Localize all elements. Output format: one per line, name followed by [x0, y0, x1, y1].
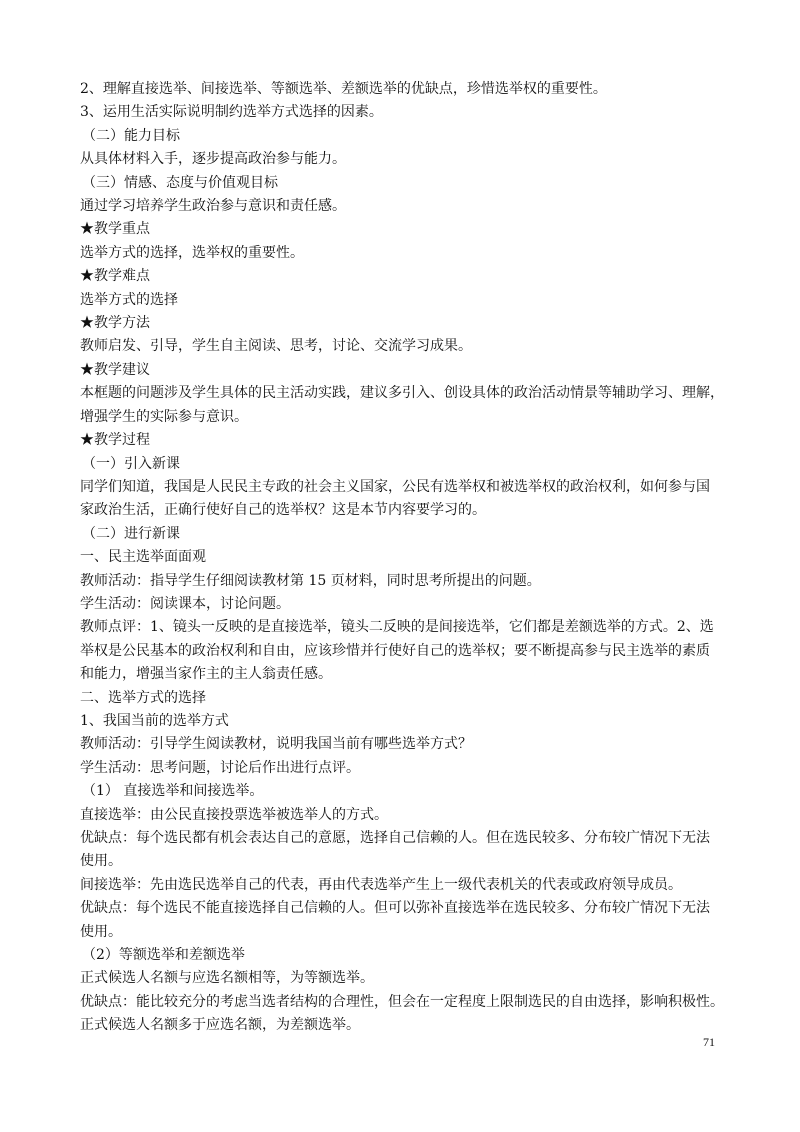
teacher-comment-line-2: 举权是公民基本的政治权利和自由，应该珍惜并行使好自己的选举权；要不断提高参与民主选举的素质 [80, 642, 710, 659]
equal-election-pros-cons: 优缺点：能比较充分的考虑当选者结构的合理性，但会在一定程度上限制选民的自由选择，影响积极性。 [80, 993, 724, 1010]
indirect-election-pros-cons-line-2: 使用。 [80, 923, 122, 940]
election-overview-heading: 一、民主选举面面观 [80, 549, 206, 566]
teaching-process-heading: ★教学过程 [80, 432, 150, 449]
teaching-suggestion-heading: ★教学建议 [80, 361, 150, 378]
equal-competitive-heading: （2）等额选举和差额选举 [82, 947, 245, 964]
direct-election-pros-cons-line-1: 优缺点：每个选民都有机会表达自己的意愿，选择自己信赖的人。但在选民较多、分布较广情况下无法 [80, 830, 710, 846]
objective-2: 2、理解直接选举、间接选举、等额选举、差额选举的优缺点，珍惜选举权的重要性。 [80, 81, 607, 97]
direct-election-definition: 直接选举：由公民直接投票选举被选举人的方式。 [80, 806, 388, 823]
current-election-methods-heading: 1、我国当前的选举方式 [80, 712, 229, 729]
competitive-election-definition: 正式候选人名额多于应选名额，为差额选举。 [80, 1017, 360, 1034]
new-lesson-heading: （二）进行新课 [82, 525, 180, 542]
teaching-method-heading: ★教学方法 [80, 315, 150, 332]
document-page [80, 78, 724, 1038]
direct-indirect-heading: （1） 直接选举和间接选举。 [82, 783, 264, 800]
intro-text-line-1: 同学们知道，我国是人民民主专政的社会主义国家，公民有选举权和被选举权的政治权利，如何参与国 [80, 478, 710, 495]
indirect-election-definition: 间接选举：先由选民选举自己的代表，再由代表选举产生上一级代表机关的代表或政府领导成员。 [80, 876, 682, 893]
intro-heading: （一）引入新课 [82, 455, 180, 472]
section-heading-values: （三）情感、态度与价值观目标 [82, 174, 278, 191]
teaching-difficulty-text: 选举方式的选择 [80, 291, 178, 308]
teaching-suggestion-line-1: 本框题的问题涉及学生具体的民主活动实践，建议多引入、创设具体的政治活动情景等辅助学习、理解， [80, 385, 724, 402]
student-activity-1: 学生活动：阅读课本，讨论问题。 [80, 595, 290, 612]
objective-3: 3、运用生活实际说明制约选举方式选择的因素。 [80, 104, 383, 121]
teaching-focus-heading: ★教学重点 [80, 221, 150, 238]
teacher-activity-1: 教师活动：指导学生仔细阅读教材第 15 页材料，同时思考所提出的问题。 [80, 572, 541, 589]
teacher-comment-line-1: 教师点评：1、镜头一反映的是直接选举，镜头二反映的是间接选举，它们都是差额选举的方式。2、选 [80, 619, 714, 636]
teacher-activity-2: 教师活动：引导学生阅读教材，说明我国当前有哪些选举方式？ [80, 736, 472, 753]
values-text: 通过学习培养学生政治参与意识和责任感。 [80, 198, 346, 215]
section-heading-ability: （二）能力目标 [82, 127, 180, 144]
direct-election-pros-cons-line-2: 使用。 [80, 853, 122, 870]
student-activity-2: 学生活动：思考问题，讨论后作出进行点评。 [80, 759, 360, 776]
ability-text: 从具体材料入手，逐步提高政治参与能力。 [80, 151, 346, 168]
teacher-comment-line-3: 和能力，增强当家作主的主人翁责任感。 [80, 666, 332, 683]
teaching-difficulty-heading: ★教学难点 [80, 268, 150, 285]
page-number: 71 [703, 1035, 715, 1049]
election-method-heading: 二、选举方式的选择 [80, 689, 206, 706]
teaching-method-text: 教师启发、引导，学生自主阅读、思考，讨论、交流学习成果。 [80, 338, 472, 355]
teaching-suggestion-line-2: 增强学生的实际参与意识。 [80, 408, 248, 425]
equal-election-definition: 正式候选人名额与应选名额相等，为等额选举。 [80, 970, 374, 987]
teaching-focus-text: 选举方式的选择，选举权的重要性。 [80, 244, 304, 261]
indirect-election-pros-cons-line-1: 优缺点：每个选民不能直接选择自己信赖的人。但可以弥补直接选举在选民较多、分布较广情况下无法 [80, 900, 710, 917]
intro-text-line-2: 家政治生活，正确行使好自己的选举权？这是本节内容要学习的。 [80, 502, 486, 519]
